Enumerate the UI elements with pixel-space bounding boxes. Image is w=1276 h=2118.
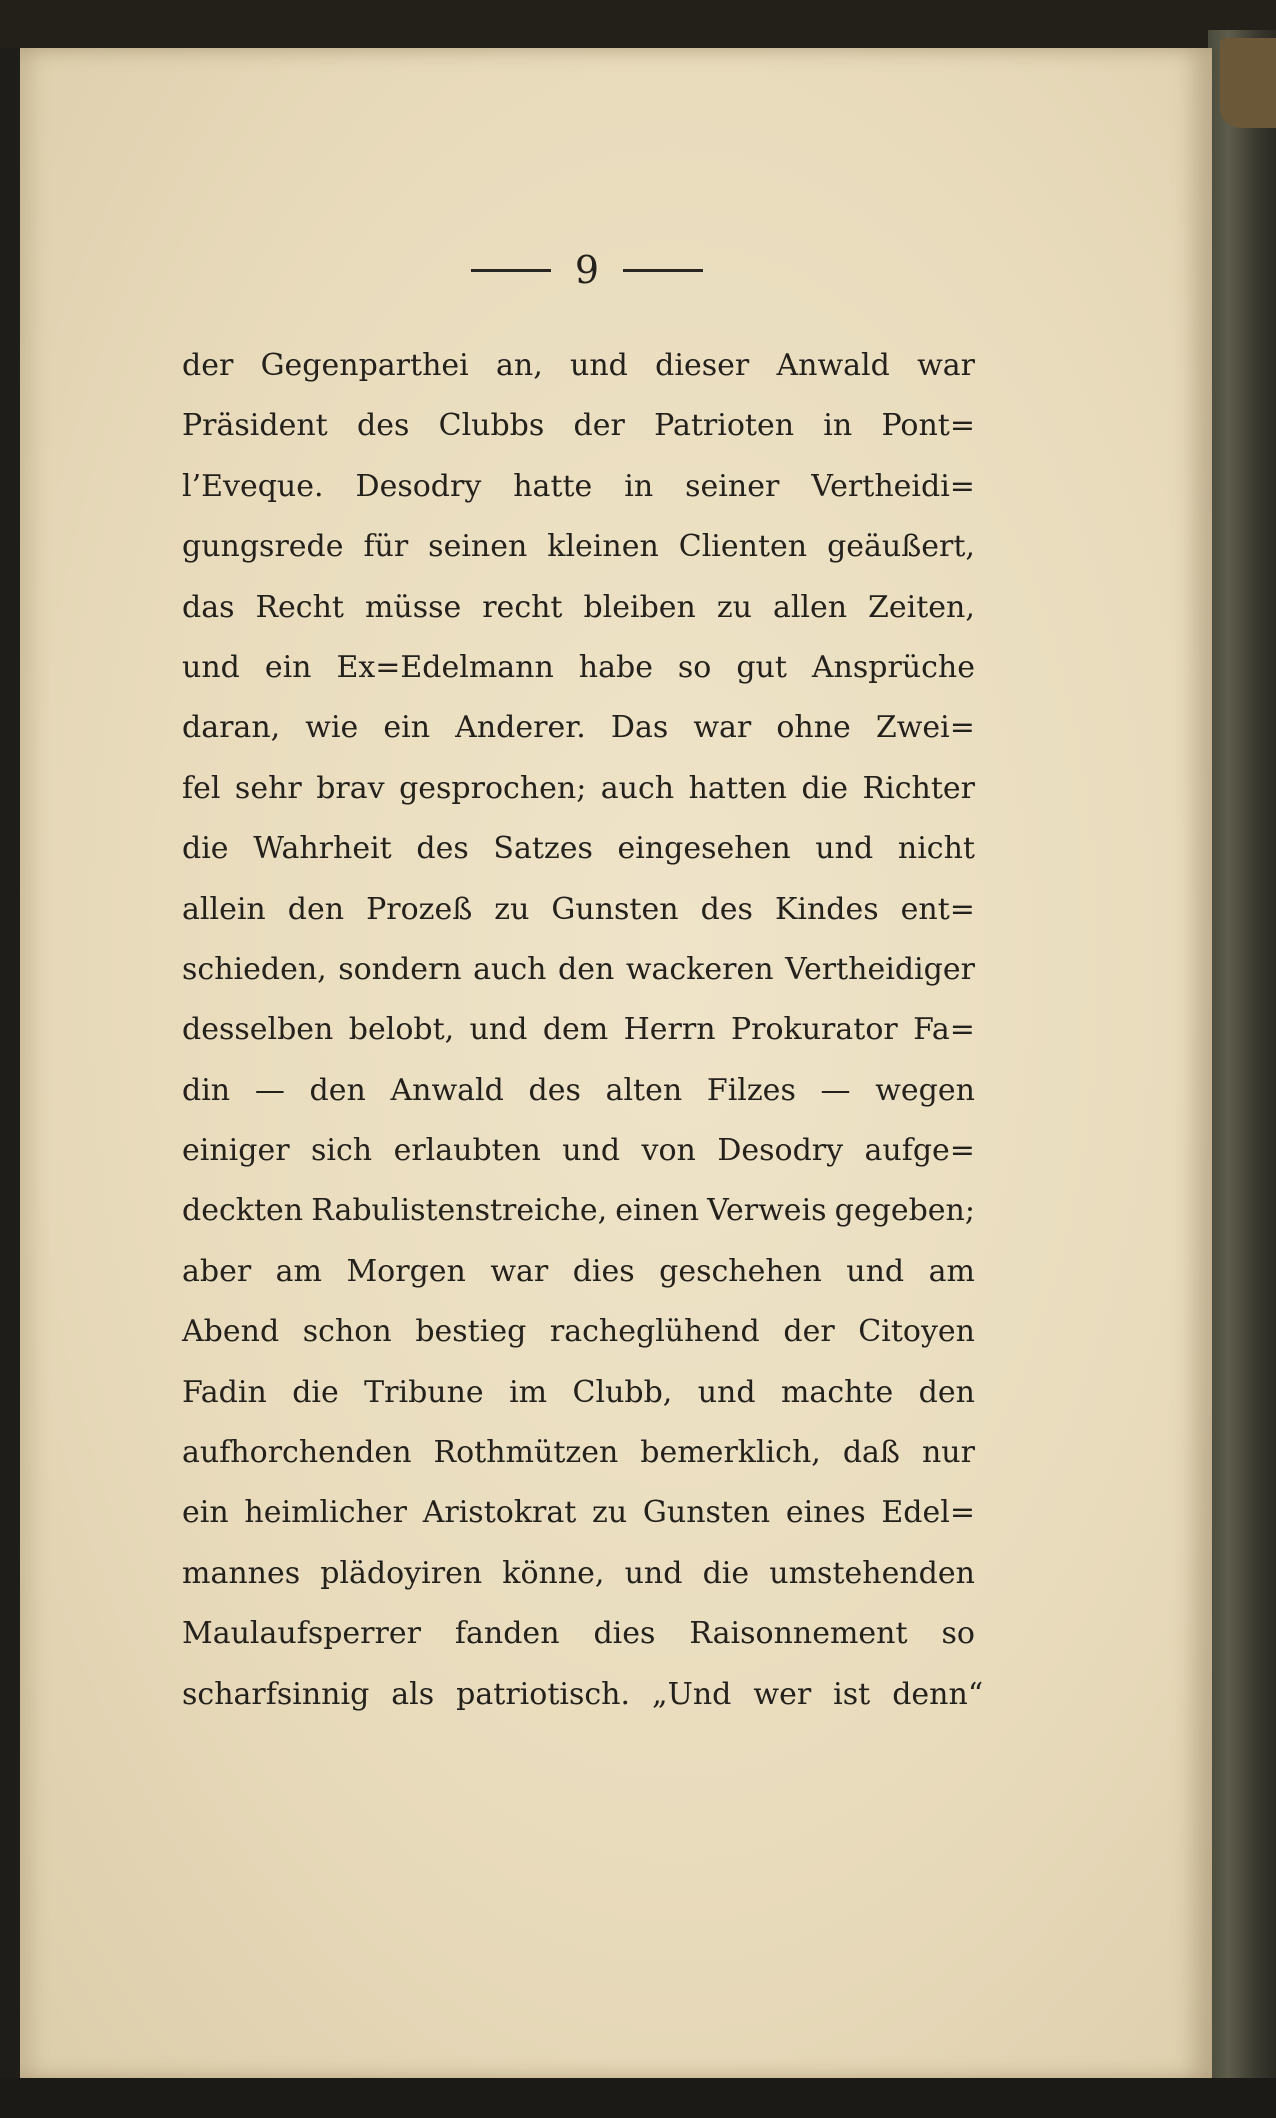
word: die: [182, 831, 229, 867]
word: Patrioten: [654, 408, 795, 444]
word: Recht: [255, 589, 344, 625]
word: so: [677, 649, 712, 685]
word: müsse: [364, 589, 462, 625]
word: im: [509, 1374, 548, 1410]
body-text: [182, 336, 984, 1725]
word: den: [287, 891, 345, 927]
word: war: [490, 1253, 549, 1289]
word: an,: [496, 348, 543, 383]
word: wegen: [875, 1072, 975, 1108]
word: und: [182, 649, 240, 685]
word: Kindes: [774, 891, 879, 927]
word: Zeiten,: [868, 589, 975, 625]
word: Präsident: [182, 408, 328, 444]
word: könne,: [502, 1555, 605, 1591]
word: hatten: [688, 770, 788, 806]
word: und: [815, 831, 874, 867]
word: am: [928, 1253, 975, 1289]
word: als: [391, 1676, 435, 1712]
word: Gunsten: [551, 891, 679, 927]
word: zu: [494, 891, 530, 927]
word: fanden: [454, 1616, 560, 1652]
word: Ansprüche: [811, 649, 975, 685]
text-line: [182, 1242, 975, 1302]
word: sich: [311, 1133, 373, 1169]
word: ein: [264, 649, 312, 685]
word: umstehenden: [769, 1555, 975, 1591]
word: des: [528, 1072, 581, 1108]
text-line: [182, 1363, 975, 1423]
word: l’Eveque.: [182, 468, 324, 504]
text-line: [182, 940, 975, 1000]
text-line: [182, 396, 975, 456]
word: denn“: [892, 1676, 984, 1712]
book-spine-edge: [1208, 30, 1276, 2090]
word: Zwei=: [875, 710, 975, 746]
word: das: [182, 589, 235, 625]
word: gesprochen;: [399, 770, 587, 806]
word: Morgen: [346, 1253, 466, 1289]
text-line: [182, 1121, 975, 1181]
word: erlaubten: [393, 1133, 541, 1169]
word: Filzes: [706, 1072, 796, 1108]
page-header: [437, 246, 737, 294]
word: gegeben;: [834, 1193, 975, 1229]
word: deckten: [182, 1193, 304, 1229]
word: und: [469, 1012, 528, 1048]
word: allein: [182, 891, 266, 927]
word: der: [182, 348, 234, 383]
word: dies: [593, 1616, 656, 1652]
word: mannes: [182, 1555, 301, 1591]
word: ent=: [900, 891, 975, 927]
word: kleinen: [547, 529, 659, 565]
scan-bottom-edge: [0, 2078, 1276, 2118]
text-line: [182, 759, 975, 819]
word: Vertheidiger: [785, 951, 975, 987]
word: Clienten: [678, 529, 808, 565]
text-line: [182, 336, 975, 396]
word: ein: [182, 1495, 229, 1531]
word: die: [801, 770, 849, 806]
word: zu: [592, 1495, 628, 1531]
word: bestieg: [415, 1314, 527, 1350]
word: den: [309, 1072, 366, 1108]
word: Gegenparthei: [260, 348, 469, 383]
word: brav: [316, 770, 385, 806]
word: seinen: [428, 529, 528, 565]
word: so: [941, 1616, 975, 1652]
word: desselben: [182, 1012, 334, 1048]
word: gungsrede: [182, 529, 344, 565]
word: den: [918, 1374, 975, 1410]
word: scharfsinnig: [182, 1676, 370, 1712]
word: Wahrheit: [253, 831, 392, 867]
word: Aristokrat: [422, 1495, 577, 1531]
word: habe: [578, 649, 653, 685]
text-line: [182, 517, 975, 577]
word: auch: [473, 951, 547, 987]
text-line: [182, 819, 975, 879]
word: bleiben: [583, 589, 696, 625]
word: die: [292, 1374, 339, 1410]
text-line: [182, 1061, 975, 1121]
word: auch: [600, 770, 675, 806]
word: sondern: [338, 951, 462, 987]
word: bemerklich,: [640, 1435, 821, 1471]
word: und: [846, 1253, 905, 1289]
word: und: [697, 1374, 756, 1410]
word: Tribune: [364, 1374, 484, 1410]
word: Citoyen: [858, 1314, 975, 1350]
word: dieser: [655, 348, 750, 383]
word: patriotisch.: [456, 1676, 631, 1712]
word: Clubbs: [438, 408, 545, 444]
word: des: [357, 408, 410, 444]
word: machte: [780, 1374, 894, 1410]
word: hatte: [513, 468, 593, 504]
word: ein: [383, 710, 431, 746]
word: plädoyiren: [320, 1555, 483, 1591]
text-line: [182, 1181, 975, 1241]
word: daran,: [182, 710, 281, 746]
word: aufhorchenden: [182, 1435, 412, 1471]
text-line: [182, 1000, 975, 1060]
word: eingesehen: [617, 831, 791, 867]
word: schon: [302, 1314, 392, 1350]
word: fel: [182, 770, 221, 806]
word: recht: [482, 589, 563, 625]
word: die: [702, 1555, 750, 1591]
word: Herrn: [623, 1012, 716, 1048]
text-line: [182, 1423, 975, 1483]
word: geschehen: [659, 1253, 822, 1289]
word: Raisonnement: [689, 1616, 908, 1652]
word: Pont=: [881, 408, 975, 444]
text-line: [182, 1665, 984, 1725]
header-rule-right: [623, 269, 703, 272]
word: Prozeß: [366, 891, 473, 927]
word: geäußert,: [827, 529, 975, 565]
word: Anwald: [776, 348, 890, 383]
word: alten: [605, 1072, 683, 1108]
word: Edel=: [881, 1495, 975, 1531]
word: einen: [615, 1193, 700, 1229]
word: Abend: [182, 1314, 280, 1350]
word: Verweis: [707, 1193, 827, 1229]
word: und: [562, 1133, 621, 1169]
word: Clubb,: [572, 1374, 673, 1410]
word: war: [917, 348, 975, 383]
word: schieden,: [182, 951, 327, 987]
word: und: [624, 1555, 683, 1591]
text-line: [182, 1302, 975, 1362]
book-corner: [1220, 38, 1276, 128]
word: Gunsten: [642, 1495, 771, 1531]
word: Das: [610, 710, 669, 746]
word: aufge=: [864, 1133, 975, 1169]
word: Maulaufsperrer: [182, 1616, 421, 1652]
word: gut: [736, 649, 787, 685]
word: Fadin: [182, 1374, 267, 1410]
word: des: [416, 831, 469, 867]
word: des: [700, 891, 753, 927]
word: ohne: [776, 710, 851, 746]
scan-top-edge: [0, 0, 1276, 48]
word: in: [823, 408, 853, 444]
word: der: [573, 408, 625, 444]
word: für: [363, 529, 409, 565]
word: Desodry: [355, 468, 482, 504]
word: —: [820, 1072, 851, 1108]
text-line: [182, 578, 975, 638]
word: wie: [305, 710, 359, 746]
word: racheglühend: [549, 1314, 760, 1350]
word: sehr: [234, 770, 302, 806]
text-line: [182, 1544, 975, 1604]
word: ist: [833, 1676, 871, 1712]
word: aber: [182, 1253, 252, 1289]
word: war: [693, 710, 752, 746]
text-line: [182, 457, 975, 517]
word: eines: [785, 1495, 866, 1531]
word: Satzes: [493, 831, 593, 867]
word: heimlicher: [244, 1495, 407, 1531]
word: wer: [753, 1676, 812, 1712]
word: am: [275, 1253, 322, 1289]
word: belobt,: [348, 1012, 455, 1048]
word: wackeren: [625, 951, 774, 987]
word: daß: [842, 1435, 900, 1471]
word: der: [783, 1314, 835, 1350]
word: allen: [772, 589, 848, 625]
word: Anwald: [390, 1072, 504, 1108]
word: Richter: [862, 770, 975, 806]
word: von: [641, 1133, 696, 1169]
word: einiger: [182, 1133, 290, 1169]
page-number: 9: [574, 248, 600, 292]
text-line: [182, 638, 975, 698]
text-line: [182, 1483, 975, 1543]
word: nicht: [897, 831, 975, 867]
text-line: [182, 880, 975, 940]
word: Vertheidi=: [811, 468, 975, 504]
word: „Und: [652, 1676, 732, 1712]
word: den: [558, 951, 615, 987]
word: zu: [716, 589, 752, 625]
word: Rabulistenstreiche,: [311, 1193, 608, 1229]
word: Anderer.: [455, 710, 586, 746]
word: Rothmützen: [433, 1435, 619, 1471]
text-line: [182, 1604, 975, 1664]
word: Prokurator: [730, 1012, 898, 1048]
word: —: [254, 1072, 285, 1108]
word: Desodry: [717, 1133, 844, 1169]
word: dem: [542, 1012, 609, 1048]
text-line: [182, 698, 975, 758]
word: seiner: [685, 468, 780, 504]
word: din: [182, 1072, 231, 1108]
word: in: [624, 468, 654, 504]
word: und: [570, 348, 628, 383]
word: Fa=: [913, 1012, 975, 1048]
word: nur: [921, 1435, 975, 1471]
word: Ex=Edelmann: [336, 649, 554, 685]
header-rule-left: [471, 269, 551, 272]
word: dies: [572, 1253, 635, 1289]
